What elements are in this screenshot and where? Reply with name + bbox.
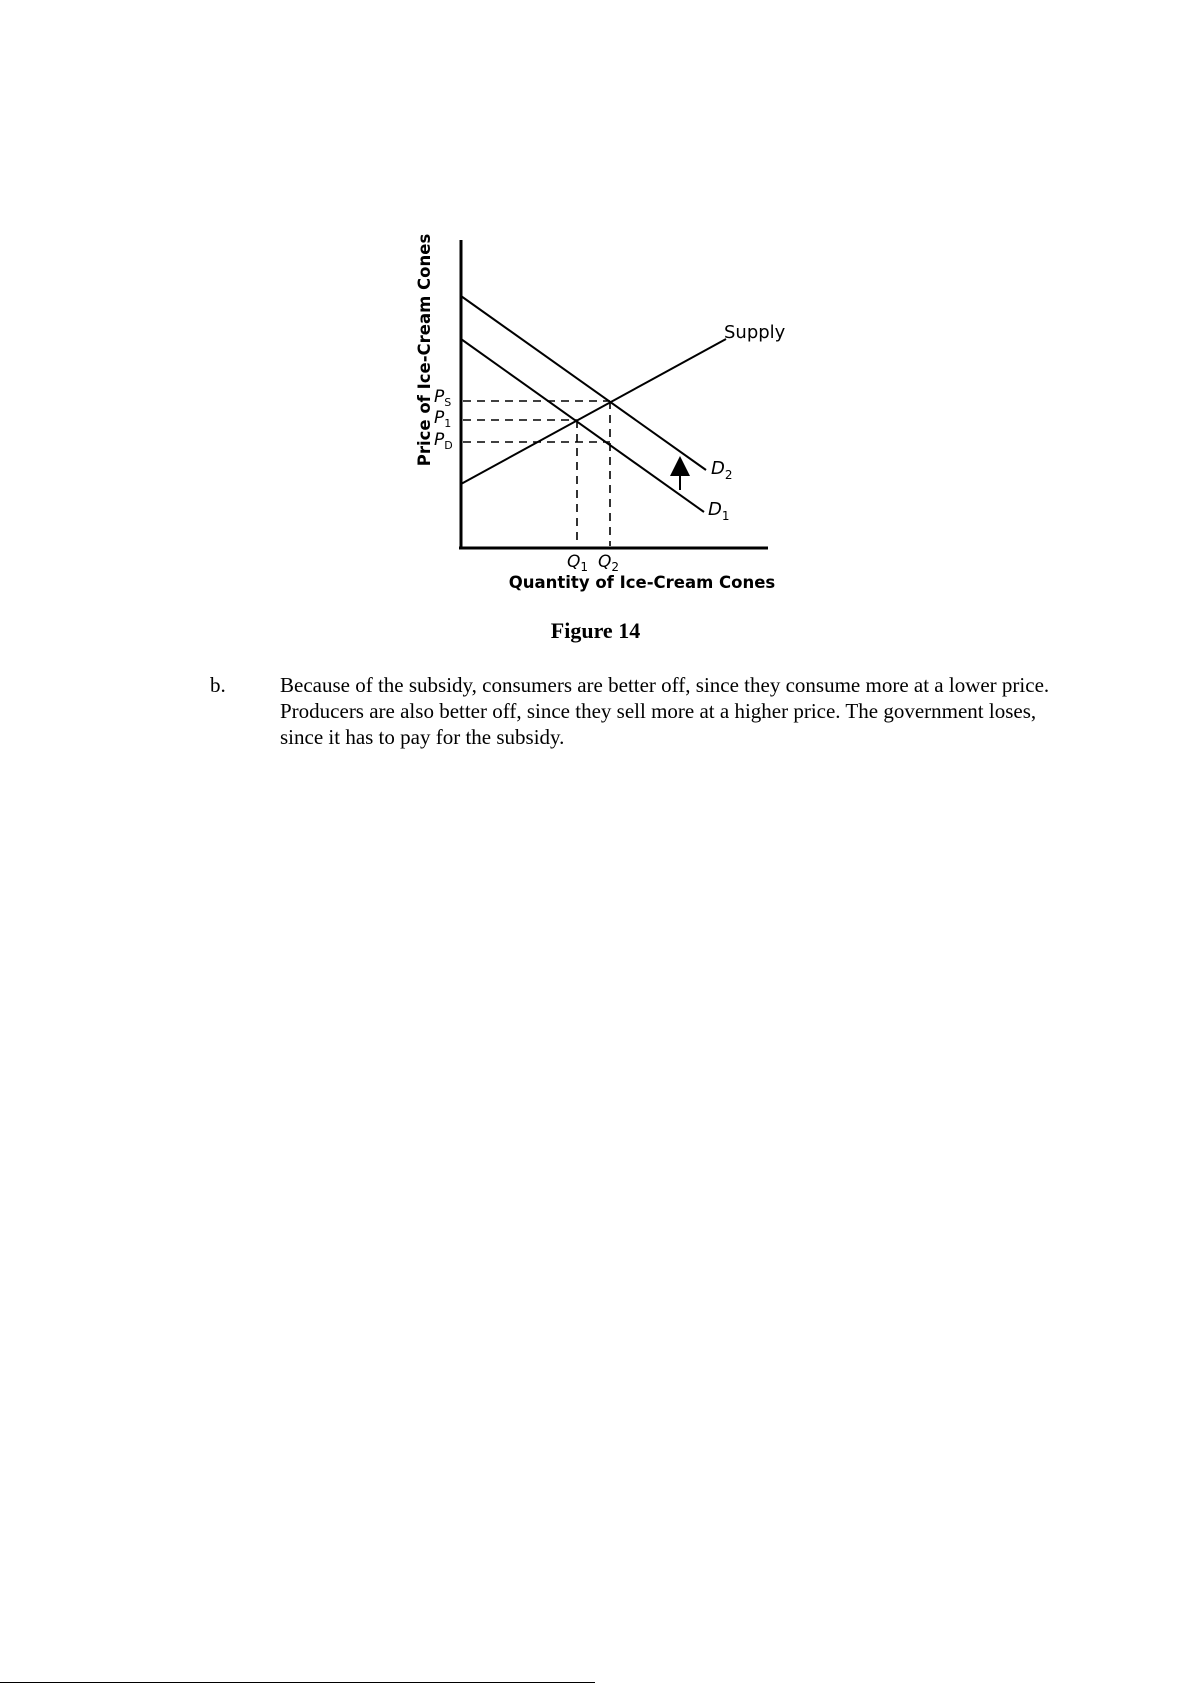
q1-label: $Q_1$ bbox=[567, 552, 589, 574]
pd-label: $P_D$ bbox=[434, 430, 453, 452]
p1-label: $P_1$ bbox=[434, 408, 452, 430]
answer-marker: b. bbox=[210, 673, 226, 697]
q2-label: $Q_2$ bbox=[598, 552, 620, 574]
demand-curve-d1 bbox=[461, 339, 704, 512]
demand-curve-d2 bbox=[461, 296, 706, 470]
figure-caption: Figure 14 bbox=[550, 618, 641, 643]
x-axis-title: Quantity of Ice-Cream Cones bbox=[508, 573, 776, 592]
d2-label: $D_2$ bbox=[711, 458, 733, 482]
supply-curve bbox=[461, 339, 726, 484]
y-axis-title: Price of Ice-Cream Cones bbox=[415, 233, 434, 467]
supply-label: Supply bbox=[724, 322, 786, 343]
d1-label: $D_1$ bbox=[708, 499, 730, 523]
ps-label: $P_S$ bbox=[434, 387, 452, 409]
footnote-separator bbox=[0, 1682, 595, 1683]
answer-text: Because of the subsidy, consumers are better off, since they consume more at a lower price. Producers are also better off, since they sell more at a higher price. The government loses, since it has to pay for the subsidy. bbox=[280, 673, 1050, 749]
